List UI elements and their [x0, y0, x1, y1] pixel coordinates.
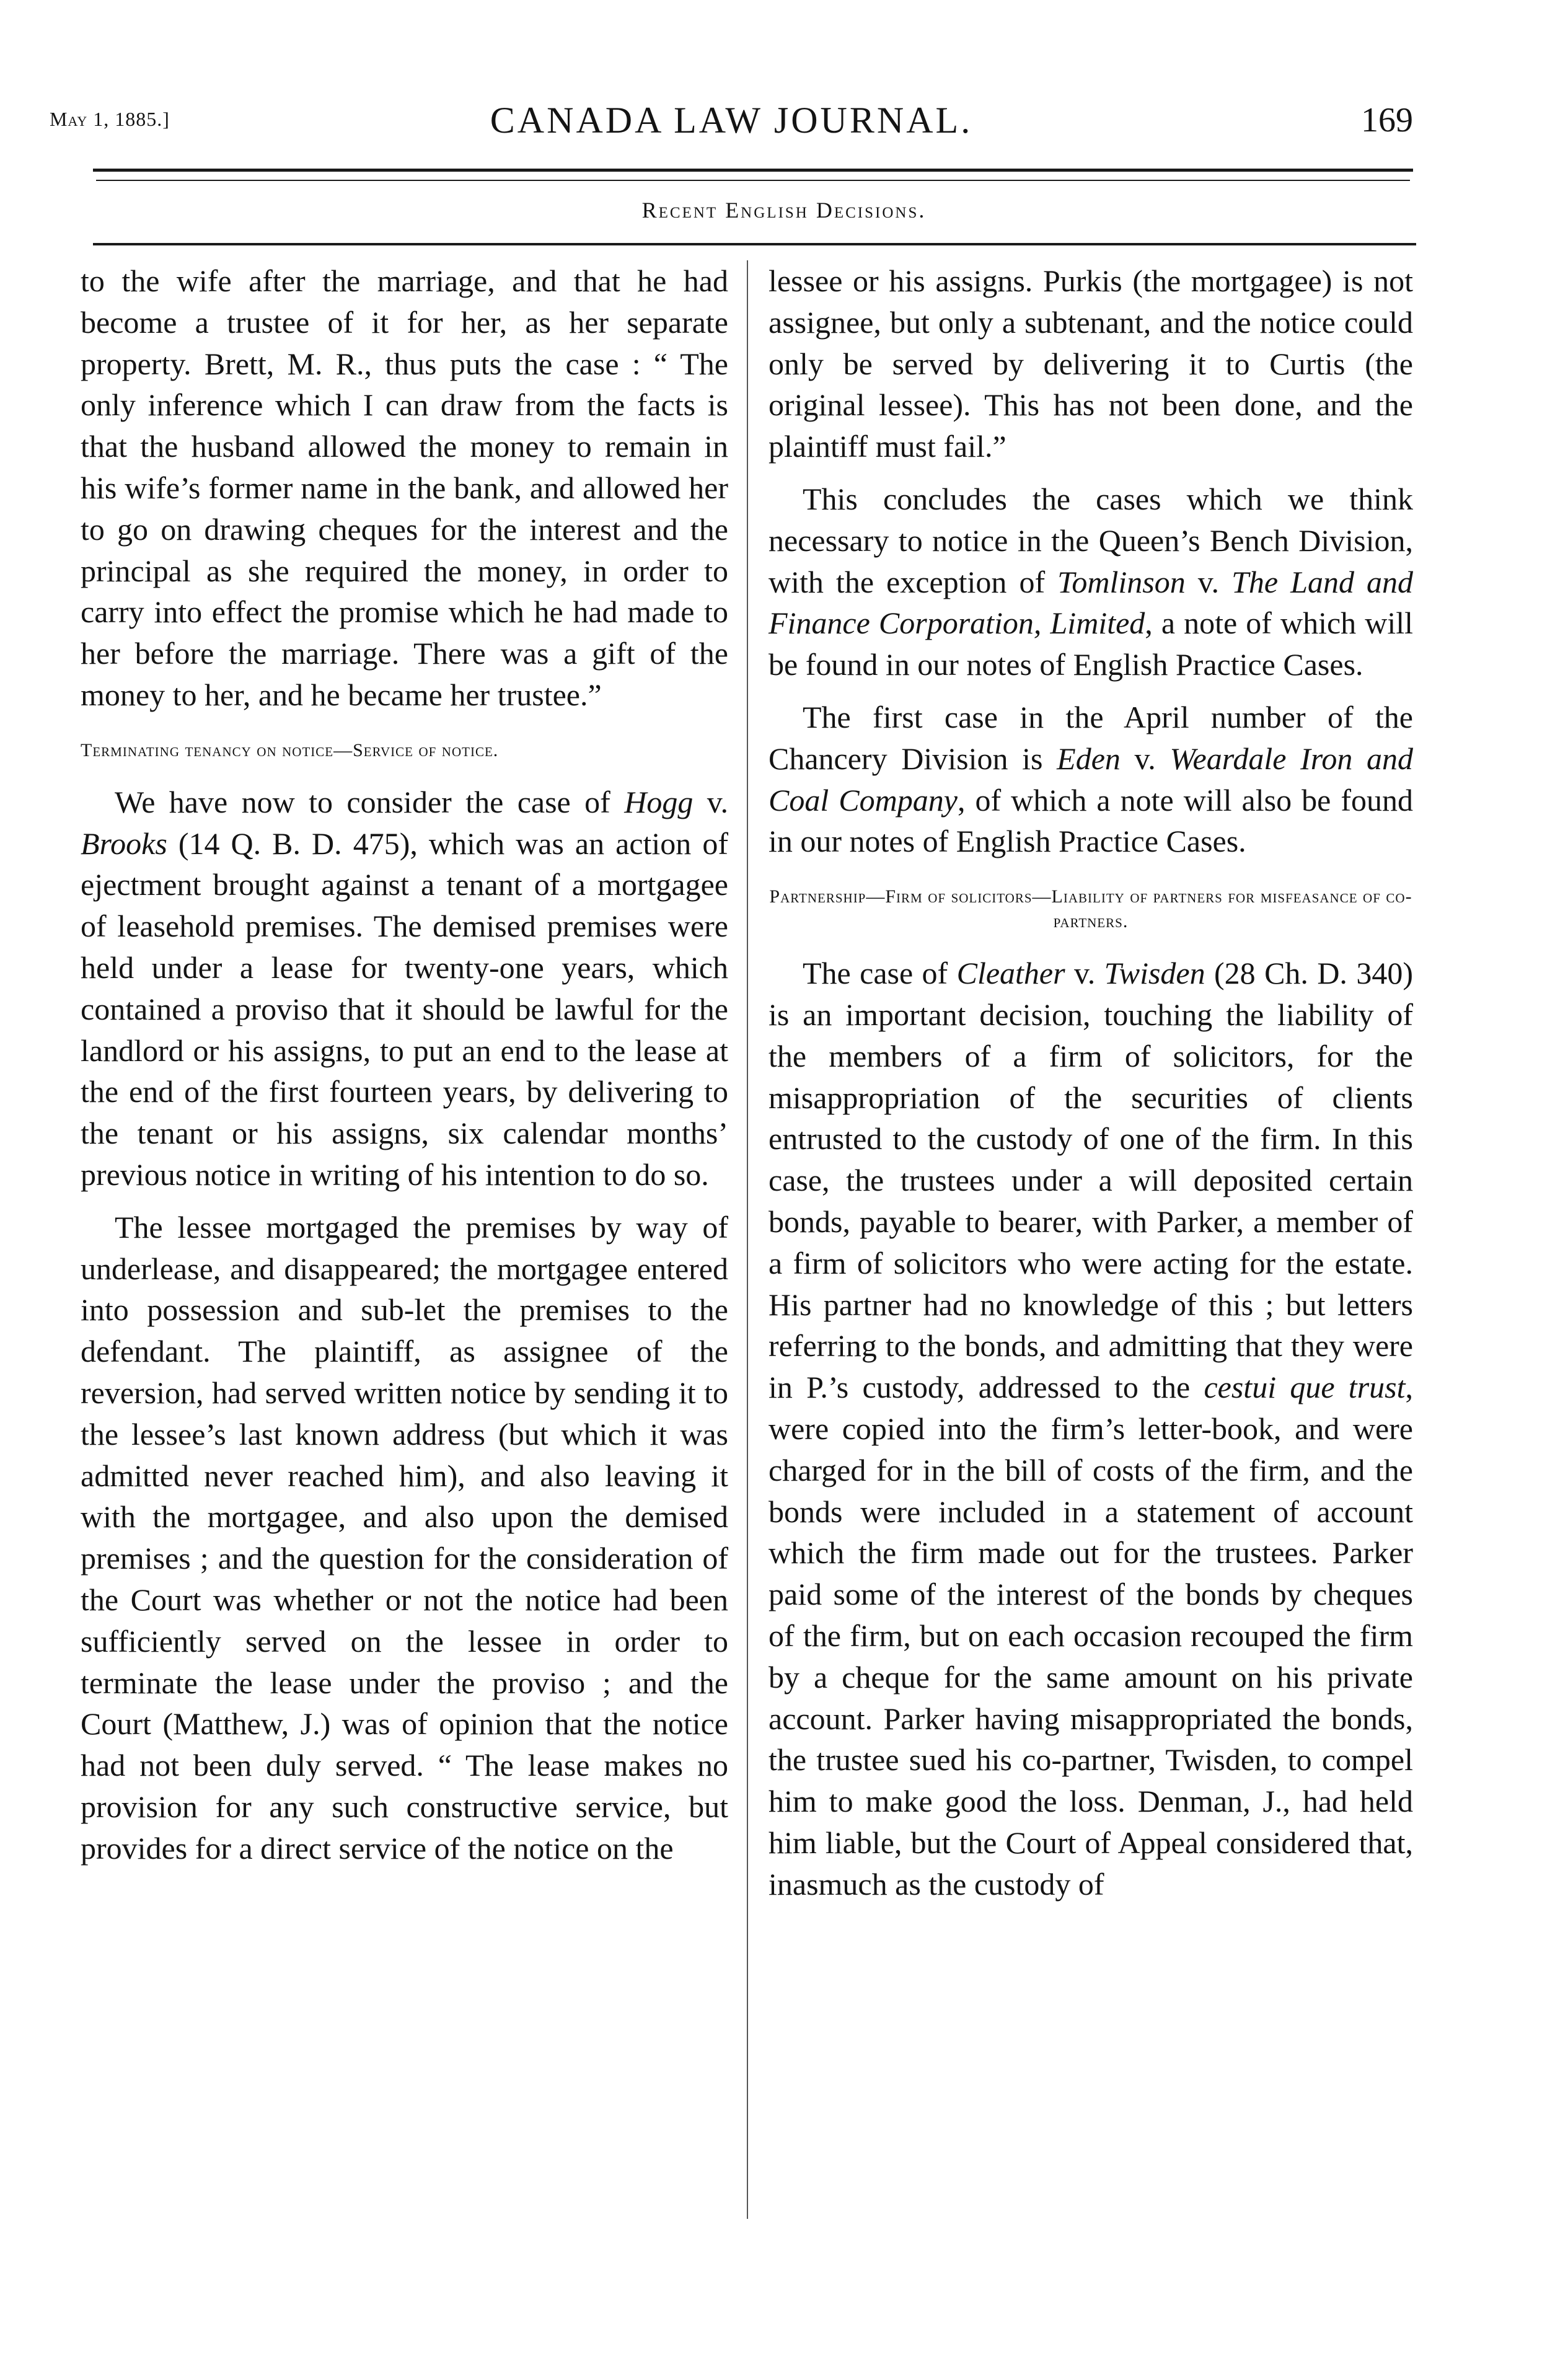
- latin-term: cestui que trust: [1204, 1370, 1406, 1405]
- subheading: Partnership—Firm of solicitors—Liability of partners for misfeasance of co-partners.: [769, 886, 1412, 932]
- paragraph: lessee or his assigns. Purkis (the mortgagee) is not assignee, but only a subtenant, and the notice could only be served by delivering it to Curtis (the original lessee). This has not been done, and the plaintiff must fail.”: [769, 263, 1413, 464]
- right-column: [769, 260, 1413, 1905]
- case-name: Tomlinson: [1057, 564, 1186, 599]
- case-name: Brooks: [81, 826, 167, 861]
- case-name: Eden: [1057, 741, 1121, 776]
- paragraph: to the wife after the marriage, and that he had become a trustee of it for her, as her separate property. Brett, M. R., thus puts the case : “ The only inference which I can draw from the facts is that the husband allowed the money to remain in his wife’s former name in the bank, and allowed her to go on drawing cheques for the interest and the principal as she required the money, in order to carry into effect the promise which he had made to her before the marriage. There was a gift of the money to her, and he became her trustee.”: [81, 263, 728, 712]
- paragraph: We have now to consider the case of Hogg v. Brooks (14 Q. B. D. 475), which was an action of ejectment brought against a tenant of a mortgagee of leasehold premises. The demised premises were held under a lease for twenty-one years, which contained a proviso that it should be lawful for the landlord or his assigns, to put an end to the lease at the end of the first fourteen years, by delivering to the tenant or his assigns, six calendar months’ previous notice in writing of his intention to do so.: [81, 784, 728, 1192]
- section-heading: Recent English Decisions.: [641, 198, 927, 223]
- header-rule-thin: [96, 180, 1410, 181]
- paragraph: The lessee mortgaged the premises by way of underlease, and disappeared; the mortgagee entered into possession and sub-let the premises to the defendant. The plaintiff, as assignee of the reversion, had served written notice by sending it to the lessee’s last known address (but which it was admitted never reached him), and also leaving it with the mortgagee, and also upon the demised premises ; and the question for the consideration of the Court was whether or not the notice had been sufficiently served on the lessee in order to terminate the lease under the proviso ; and the Court (Matthew, J.) was of opinion that the notice had not been duly served. “ The lease makes no provision for any such constructive service, but provides for a direct service of the notice on the: [81, 1209, 728, 1866]
- case-name: Hogg: [624, 784, 694, 819]
- column-divider: [747, 260, 748, 2219]
- page-number: 169: [1361, 101, 1413, 139]
- left-column: [81, 260, 728, 1869]
- case-name: Weardale Iron and Coal Company: [769, 741, 1413, 818]
- paragraph: The first case in the April number of the Chancery Division is Eden v. Weardale Iron and Coal Company, of which a note will also be found in our notes of English Practice Cases.: [769, 699, 1413, 859]
- header-date: May 1, 1885.]: [50, 108, 170, 130]
- header-rule-thick: [93, 169, 1413, 172]
- journal-title: CANADA LAW JOURNAL.: [490, 100, 973, 141]
- case-name: Cleather: [956, 956, 1065, 991]
- section-rule: [93, 243, 1416, 245]
- subheading: Terminating tenancy on notice—Service of notice.: [81, 739, 499, 760]
- case-name: The Land and Finance Corporation, Limited: [769, 564, 1413, 641]
- case-name: Twisden: [1104, 956, 1205, 991]
- running-header: [50, 99, 1413, 167]
- paragraph: This concludes the cases which we think necessary to notice in the Queen’s Bench Division, with the exception of Tomlinson v. The Land and Finance Corporation, Limited, a note of which will be found in our notes of English Practice Cases.: [769, 481, 1413, 682]
- paragraph: The case of Cleather v. Twisden (28 Ch. D. 340) is an important decision, touching the liability of the members of a firm of solicitors, for the misappropriation of the securities of clients entrusted to the custody of one of the firm. In this case, the trustees under a will deposited certain bonds, payable to bearer, with Parker, a member of a firm of solicitors who were acting for the estate. His partner had no knowledge of this ; but letters referring to the bonds, and admitting that they were in P.’s custody, addressed to the cestui que trust, were copied into the firm’s letter-book, and were charged for in the bill of costs of the firm, and the bonds were included in a statement of account which the firm made out for the trustees. Parker paid some of the interest of the bonds by cheques of the firm, but on each occasion recouped the firm by a cheque for the same amount on his private account. Parker having misappropriated the bonds, the trustee sued his co-partner, Twisden, to compel him to make good the loss. Denman, J., had held him liable, but the Court of Appeal considered that, inasmuch as the custody of: [769, 956, 1413, 1902]
